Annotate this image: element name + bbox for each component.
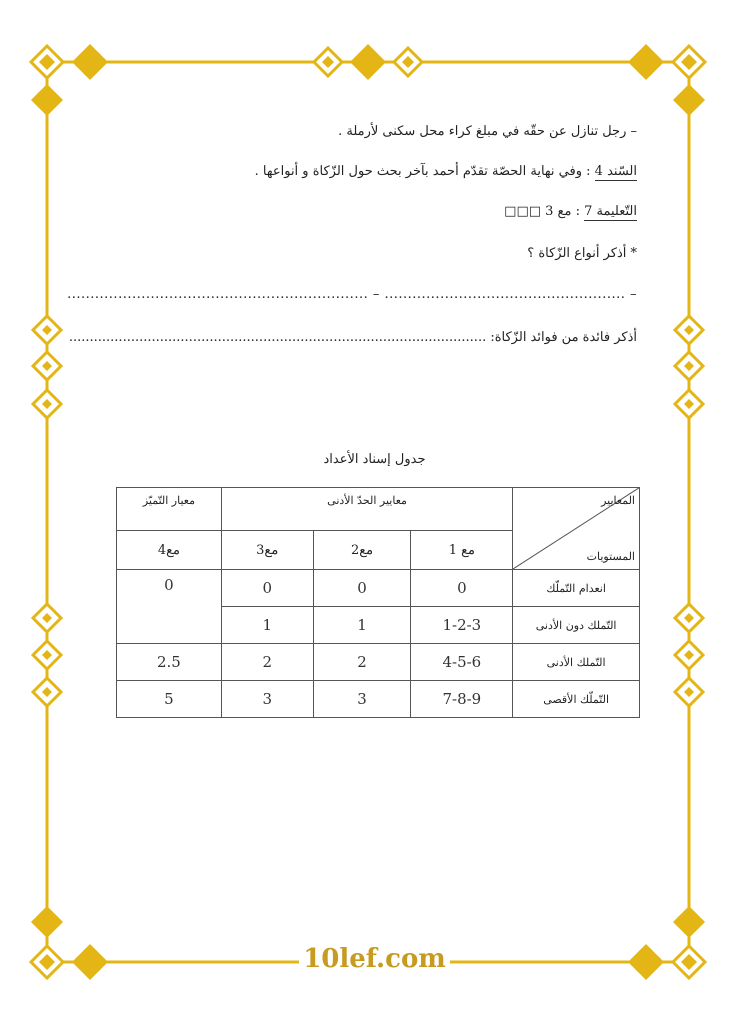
score-c1: 1-2-3 xyxy=(411,607,513,644)
instruction-label-7: التّعليمة 7 xyxy=(584,204,637,219)
table-row xyxy=(117,681,640,718)
score-c4: 2.5 xyxy=(117,644,222,681)
criterion-4: مع4 xyxy=(117,531,222,570)
table-row xyxy=(117,644,640,681)
answer-dots-1: – .................................................... – ................................................................. xyxy=(67,287,637,302)
grading-table xyxy=(116,487,640,718)
level-label: التّملك دون الأدنى xyxy=(513,607,640,644)
document-text-4: : وفي نهاية الحصّة تقدّم أحمد بآخر بحث حول الزّكاة و أنواعها . xyxy=(254,164,591,179)
level-label: انعدام التّملّك xyxy=(513,570,640,607)
score-c4: 0 xyxy=(117,570,222,644)
text-line-2 xyxy=(255,164,637,179)
question-zakat-types: * أذكر أنواع الزّكاة ؟ xyxy=(527,246,637,261)
table-header-row-1 xyxy=(117,488,640,531)
min-criteria-header: معايير الحدّ الأدنى xyxy=(221,488,512,531)
score-c1: 4-5-6 xyxy=(411,644,513,681)
score-c3: 0 xyxy=(221,570,313,607)
text-line-1: – رجل تنازل عن حقّه في مبلغ كراء محل سكنى لأرملة . xyxy=(338,124,637,139)
score-c2: 0 xyxy=(313,570,411,607)
score-c1: 0 xyxy=(411,570,513,607)
question-zakat-benefit: أذكر فائدة من فوائد الزّكاة: ..................................................................................................... xyxy=(68,330,637,345)
score-c2: 2 xyxy=(313,644,411,681)
corner-cell xyxy=(513,488,640,570)
score-c2: 1 xyxy=(313,607,411,644)
level-label: التّملّك الأقصى xyxy=(513,681,640,718)
footer-watermark xyxy=(0,944,749,974)
table-caption: جدول إسناد الأعداد xyxy=(323,452,426,467)
site-name: 10lef.com xyxy=(299,944,450,974)
score-c3: 2 xyxy=(221,644,313,681)
corner-levels-label: المستويات xyxy=(586,550,635,563)
criterion-3: مع3 xyxy=(221,531,313,570)
level-label: التّملك الأدنى xyxy=(513,644,640,681)
score-c3: 3 xyxy=(221,681,313,718)
score-c3: 1 xyxy=(221,607,313,644)
excellence-criterion-header: معيار التّميّز xyxy=(117,488,222,531)
criterion-2: مع2 xyxy=(313,531,411,570)
score-c1: 7-8-9 xyxy=(411,681,513,718)
instruction-text-7: : مع 3 □□□ xyxy=(504,204,580,219)
criterion-1: مع 1 xyxy=(411,531,513,570)
score-c2: 3 xyxy=(313,681,411,718)
table-row xyxy=(117,570,640,607)
text-line-3 xyxy=(504,204,637,219)
document-label-4: السّند 4 xyxy=(594,164,637,179)
score-c4: 5 xyxy=(117,681,222,718)
corner-criteria-label: المعايير xyxy=(601,494,635,507)
